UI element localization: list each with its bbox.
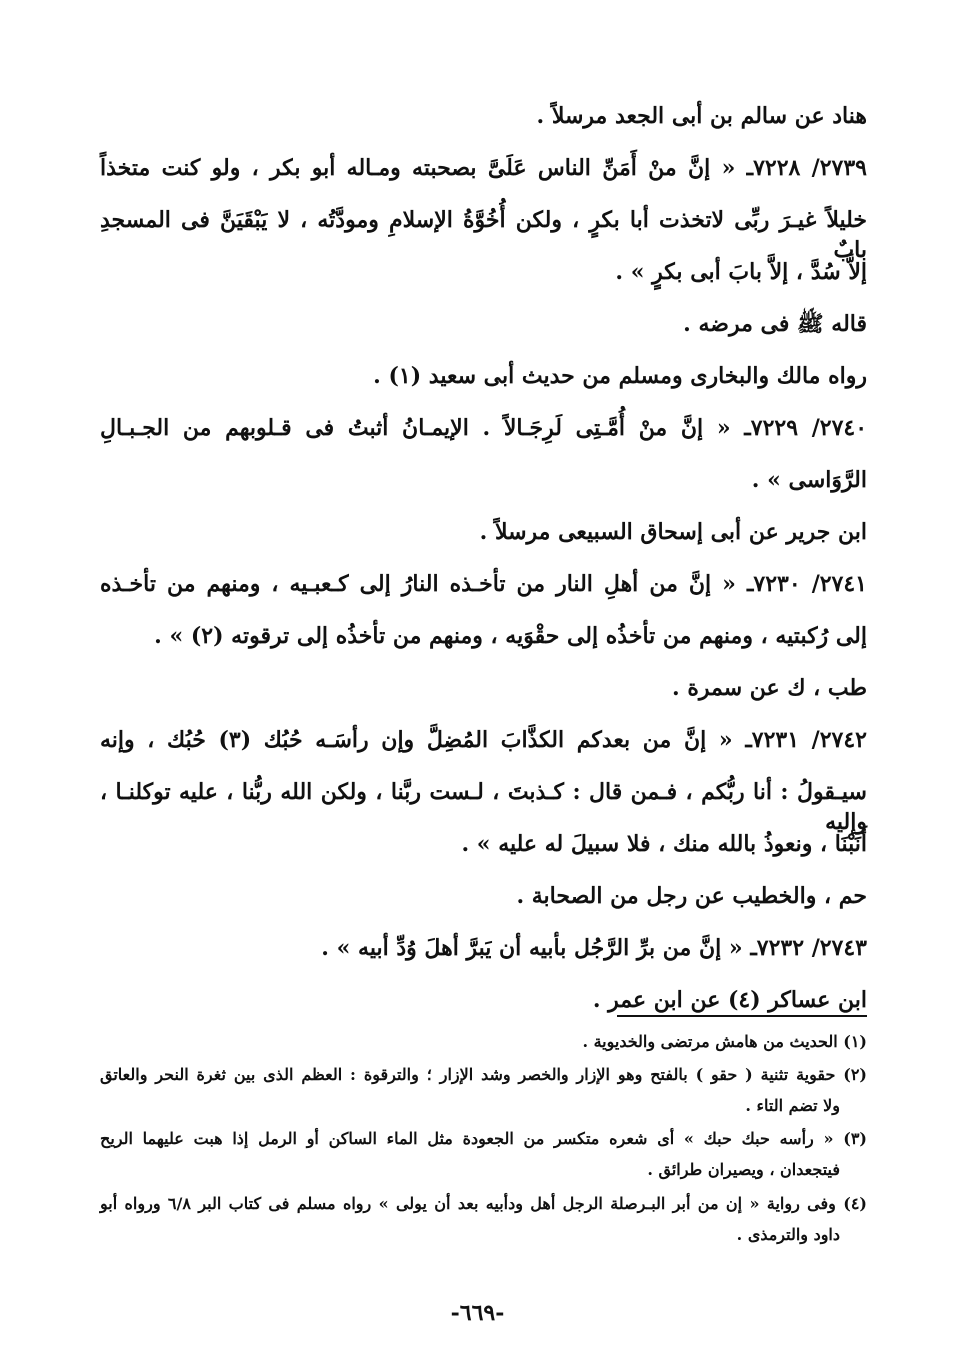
narration-line: هناد عن سالم بن أبى الجعد مرسلاً . [536,103,867,129]
hadith-line: ٢٧٤٢/ ٧٢٣١ـ « إنَّ من بعدكم الكذَّابَ المُضِلَّ وإن رأسَـه حُبُك (٣) حُبُك ، وإنه [100,727,867,753]
page-number: -٦٦٩- [450,1300,505,1326]
source-line: حم ، والخطيب عن رجل من الصحابة . [516,883,867,909]
narration-line: قاله ﷺ فى مرضه . [683,311,867,337]
hadith-line: إلى رُكبتيه ، ومنهم من تأخذُه إلى حقْوَيه ، ومنهم من تأخذُه إلى ترقوته (٢) » . [154,623,867,649]
hadith-line: أَنَبْنَا ، ونعوذُ بالله منك ، فلا سبيلَ له عليه » . [461,831,867,857]
hadith-line: سيـقولُ : أنا ربُّكم ، فـمن قال : كـذبتَ ، لـست ربَّنا ، ولكن الله ربُّنا ، عليه توكلنـا ، وإليه [100,779,867,835]
footnote-continuation: فيتجعدان ، ويصيران طرائق . [647,1160,840,1179]
hadith-line: ٢٧٣٩/ ٧٢٢٨ـ « إنَّ منْ أَمَنِّ الناس عَلَىَّ بصحبته ومـاله أبو بكر ، ولو كنت متخذاً [100,155,867,181]
footnote: (٣) « رأسه حبك حبك » أى شعره متكسر من الجعودة مثل الماء الساكن أو الرمل إذا هبت عليهما الريح [100,1129,867,1148]
footnote: (١) الحديث من هامش مرتضى والخديوية . [582,1032,867,1051]
footnote: (٢) حقوية تثنية ( حقو ) بالفتح وهو الإزار والخصر وشد الإزار ؛ والترقوة : العظم الذى بين ثغرة النحر والعاتق [100,1065,867,1084]
footnote-divider [617,1015,867,1017]
footnote: (٤) وفى رواية « إن من أبر البـرصلة الرجل أهل ودأبيه بعد أن يولى » رواه مسلم فى كتاب البر ٦/٨ ورواه أبو [100,1194,867,1213]
source-line: طب ، ك عن سمرة . [672,675,867,701]
hadith-line: ٢٧٤٣/ ٧٢٣٢ـ « إنَّ من برِّ الرَّجُل بأبيه أن يَبرَّ أهلَ وُدِّ أبيه » . [321,935,867,961]
hadith-line: ٢٧٤٠/ ٧٢٢٩ـ « إنَّ منْ أُمَّـتِى لَرِجَـالاً . الإيمـانُ أثبتُ فى قـلوبهم من الجـبـالِ [100,415,868,441]
hadith-line: خليلاً غيـرَ ربِّى لاتخذت أبا بكرٍ ، ولكن أُخُوَّةُ الإسلامِ ومودَّتُه ، لا يَبْقَيَنَّ فى المسجدِ بابٌ [100,207,867,263]
source-line: ابن جرير عن أبى إسحاق السبيعى مرسلاً . [479,519,867,545]
hadith-line: إلاَّ سُدَّ ، إلاَّ بابَ أبى بكرٍ » . [615,259,867,285]
hadith-line: الرَّوَاسى » . [751,467,867,493]
source-line: رواه مالك والبخارى ومسلم من حديث أبى سعيد (١) . [373,363,867,389]
hadith-line: ٢٧٤١/ ٧٢٣٠ـ « إنَّ من أهلِ النار من تأخـذه النارُ إلى كـعبـيه ، ومنهم من تأخـذه [100,571,867,597]
footnote-continuation: ولا تضم التاء . [745,1096,840,1115]
source-line: ابن عساكر (٤) عن ابن عمر . [592,987,867,1013]
footnote-continuation: داود والترمذى . [736,1225,840,1244]
